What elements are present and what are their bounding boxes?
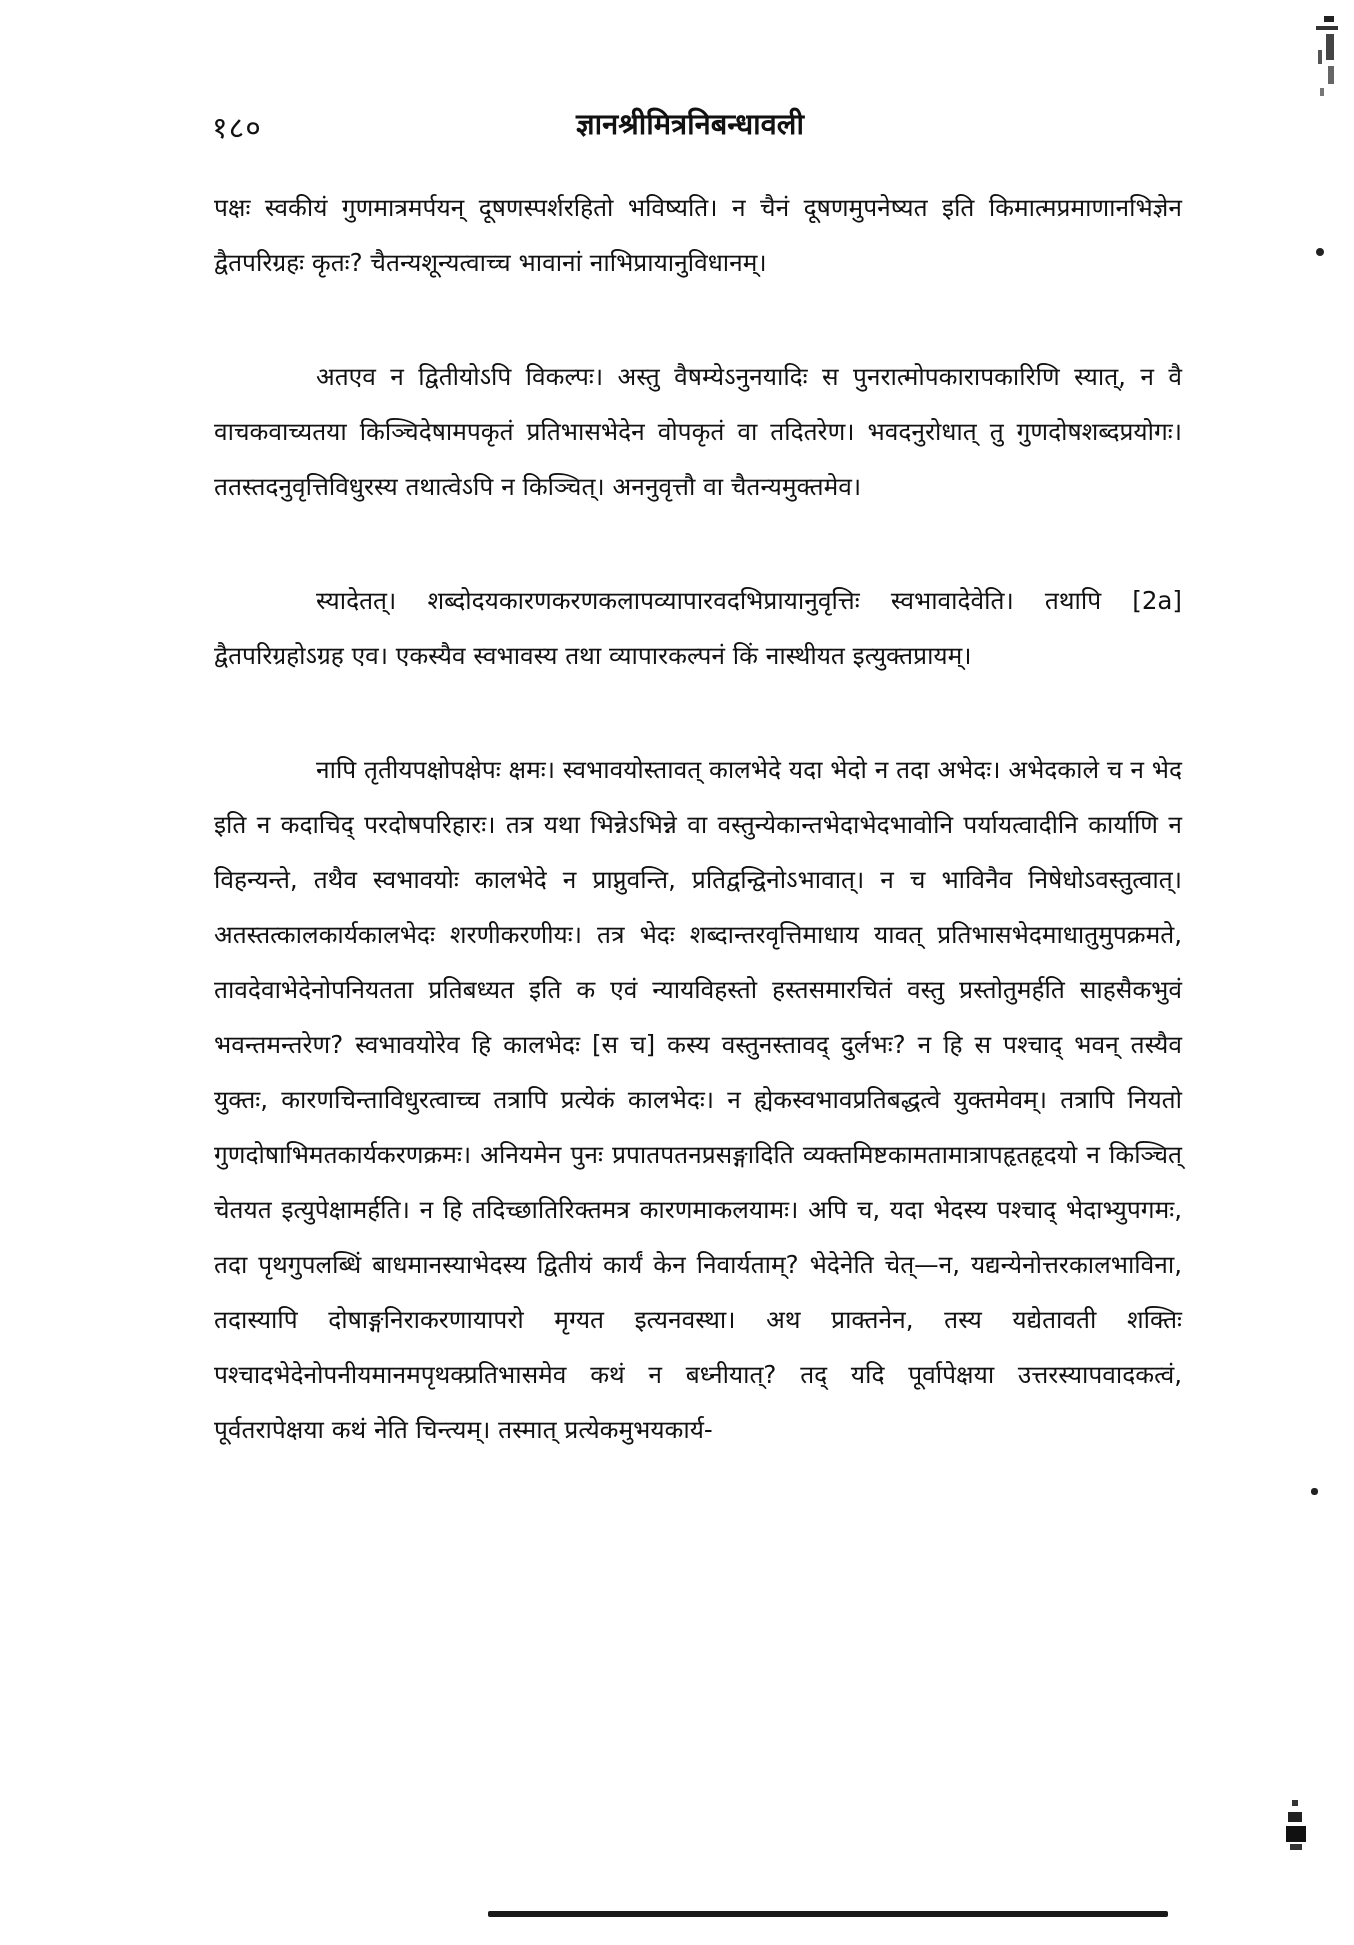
scan-dot-right (1316, 248, 1324, 256)
running-title: ज्ञानश्रीमित्रनिबन्धावली (576, 107, 804, 141)
bottom-rule (488, 1911, 1168, 1917)
paragraph-1: पक्षः स्वकीयं गुणमात्रमर्पयन् दूषणस्पर्शरहितो भविष्यति। न चैनं दूषणमुपनेष्यत इति किमात्मप्रमाणानभिज्ञेन द्वैतपरिग्रहः कृतः? चैतन्यशून्यत्वाच्च भावानां नाभिप्रायानुविधानम्। (214, 193, 1182, 277)
scan-dot-right-lower (1311, 1488, 1318, 1495)
paragraph-2: अतएव न द्वितीयोऽपि विकल्पः। अस्तु वैषम्येऽनुनयादिः स पुनरात्मोपकारापकारिणि स्यात्, न वै वाचकवाच्यतया किञ्चिदेषामपकृतं प्रतिभासभेदेन वोपकृतं वा तदितरेण। भवदनुरोधात् तु गुणदोषशब्दप्रयोगः। ततस्तदनुवृत्तिविधुरस्य तथात्वेऽपि न किञ्चित्। अननुवृत्तौ वा चैतन्यमुक्तमेव। (214, 362, 1182, 501)
scan-artifact-top-right (1306, 14, 1340, 110)
page-number: १८० (212, 111, 262, 146)
paragraph-4: नापि तृतीयपक्षोपक्षेपः क्षमः। स्वभावयोस्तावत् कालभेदे यदा भेदो न तदा अभेदः। अभेदकाले च न भेद इति न कदाचिद् परदोषपरिहारः। तत्र यथा भिन्नेऽभिन्ने वा वस्तुन्येकान्तभेदाभेदभावोनि पर्यायत्वादीनि कार्याणि न विहन्यन्ते, तथैव स्वभावयोः कालभेदे न प्राप्नुवन्ति, प्रतिद्वन्द्विनोऽभावात्। न च भाविनैव निषेधोऽवस्तुत्वात्। अतस्तत्कालकार्यकालभेदः शरणीकरणीयः। तत्र भेदः शब्दान्तरवृत्तिमाधाय यावत् प्रतिभासभेदमाधातुमुपक्रमते, तावदेवाभेदेनोपनियतता प्रतिबध्यत इति क एवं न्यायविहस्तो हस्तसमारचितं वस्तु प्रस्तोतुमर्हति साहसैकभुवं भवन्तमन्तरेण? स्वभावयोरेव हि कालभेदः [स च] कस्य वस्तुनस्तावद् दुर्लभः? न हि स पश्चाद् भवन् तस्यैव युक्तः, कारणचिन्ताविधुरत्वाच्च तत्रापि प्रत्येकं कालभेदः। न ह्येकस्वभावप्रतिबद्धत्वे युक्तमेवम्। तत्रापि नियतो गुणदोषाभिमतकार्यकरणक्रमः। अनियमेन पुनः प्रपातपतनप्रसङ्गादिति व्यक्तमिष्टकामतामात्रापहृतहृदयो न किञ्चित् चेतयत इत्युपेक्षामर्हति। न हि तदिच्छातिरिक्तमत्र कारणमाकलयामः। अपि च, यदा भेदस्य पश्चाद् भेदाभ्युपगमः, तदा पृथगुपलब्धिं बाधमानस्याभेदस्य द्वितीयं कार्यं केन निवार्यताम्? भेदेनेति चेत्—न, यद्यन्येनोत्तरकालभाविना, तदास्यापि दोषाङ्गनिराकरणायापरो मृग्यत इत्यनवस्था। अथ प्राक्तनेन, तस्य यद्येतावती शक्तिः पश्चादभेदेनोपनीयमानमपृथक्प्रतिभासमेव कथं न बध्नीयात्? तद् यदि पूर्वापेक्षया उत्तरस्यापवादकत्वं, पूर्वतरापेक्षया कथं नेति चिन्त्यम्। तस्मात् प्रत्येकमुभयकार्य- (214, 755, 1182, 1444)
scan-artifact-bottom-right (1282, 1798, 1310, 1854)
body-text (214, 180, 1182, 1457)
paragraph-3: स्यादेतत्। शब्दोदयकारणकरणकलापव्यापारवदभिप्रायानुवृत्तिः स्वभावादेवेति। तथापि [2a] द्वैतपरिग्रहोऽग्रह एव। एकस्यैव स्वभावस्य तथा व्यापारकल्पनं किं नास्थीयत इत्युक्तप्रायम्। (214, 586, 1182, 670)
